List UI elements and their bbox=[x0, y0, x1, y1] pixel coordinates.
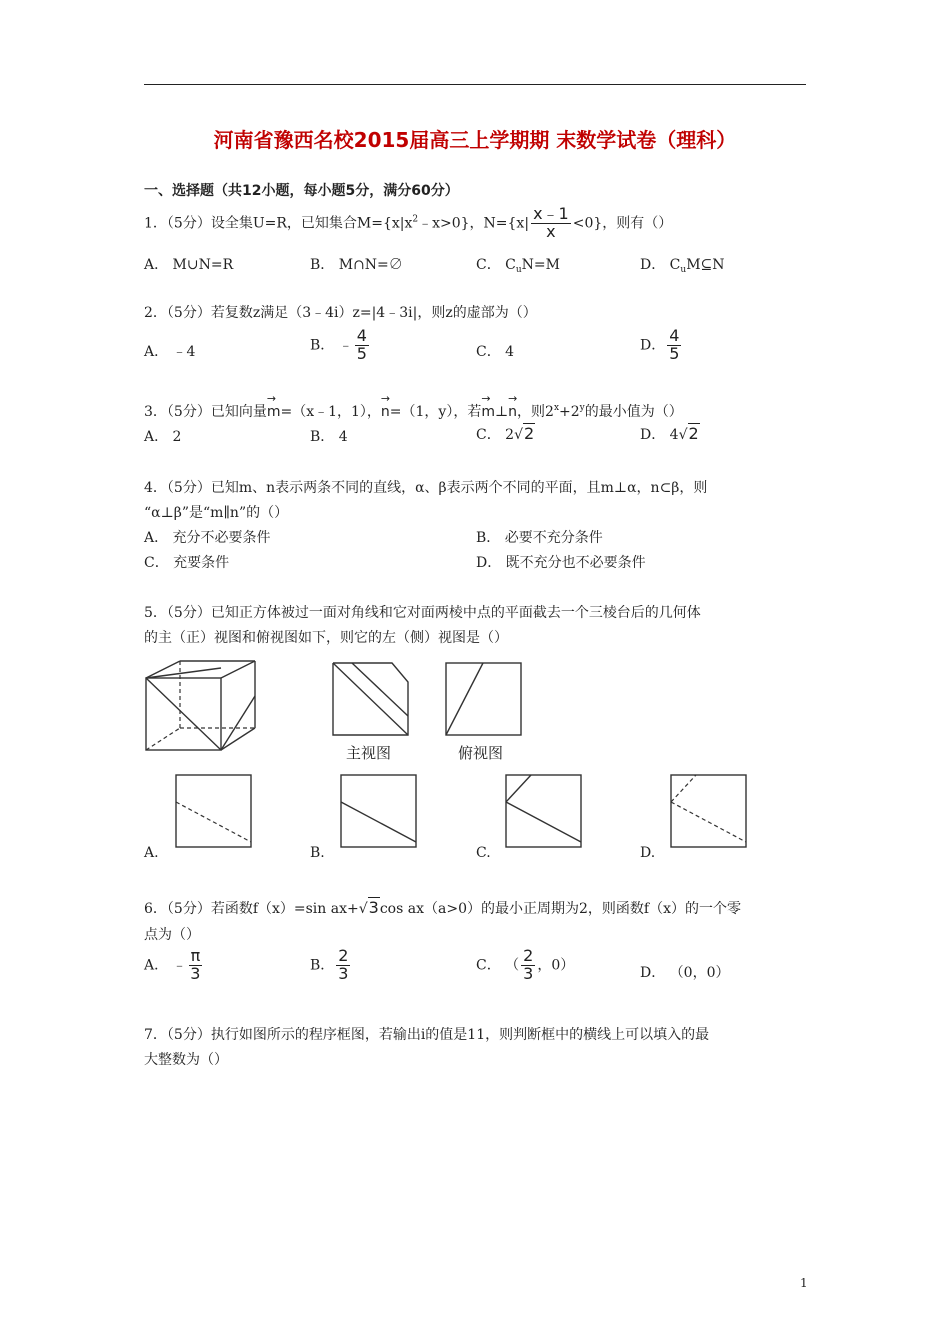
q2-b-pre: B． ﹣ bbox=[310, 337, 353, 354]
vector-m bbox=[481, 392, 495, 420]
question-1 bbox=[144, 206, 672, 241]
vector-arrow: → bbox=[380, 392, 391, 405]
q6-c-post: ，0） bbox=[537, 957, 575, 974]
q5-option-d: D. bbox=[640, 845, 656, 861]
q4-option-b: B． 必要不充分条件 bbox=[476, 530, 603, 546]
q3-option-b: B． 4 bbox=[310, 429, 348, 445]
q5-option-c: C. bbox=[476, 845, 491, 861]
q4-option-d: D． 既不充分也不必要条件 bbox=[476, 555, 646, 571]
header-rule bbox=[144, 84, 806, 85]
cube-figure bbox=[140, 656, 264, 754]
q2-option-c: C． 4 bbox=[476, 344, 515, 360]
q2-b-fraction bbox=[355, 328, 369, 363]
top-view-figure bbox=[443, 660, 525, 738]
q3-option-d bbox=[640, 424, 700, 444]
root-sign: √ bbox=[358, 901, 368, 917]
q3-text-mid1: =（x﹣1，1）， bbox=[280, 404, 381, 420]
q1-frac-den: x bbox=[546, 221, 556, 241]
question-4-line1: 4．（5分）已知m、n表示两条不同的直线，α、β表示两个不同的平面，且m⊥α，n⊂β，则 bbox=[144, 480, 708, 496]
option-a-figure bbox=[173, 772, 255, 850]
q6-c-den: 3 bbox=[523, 963, 534, 983]
section-heading: 一、选择题（共12小题，每小题5分，满分60分） bbox=[144, 183, 459, 199]
question-3 bbox=[144, 392, 683, 421]
q3-text-post: 的最小值为（） bbox=[584, 404, 683, 420]
question-4-line2: “α⊥β”是“m∥n”的（） bbox=[144, 505, 289, 521]
q6-a-num: π bbox=[190, 946, 201, 965]
root-sign: √ bbox=[514, 427, 523, 443]
question-7-line2: 大整数为（） bbox=[144, 1052, 228, 1068]
q1-fraction bbox=[531, 206, 571, 241]
question-6-line2: 点为（） bbox=[144, 927, 200, 943]
q1-option-a: A． M∪N=R bbox=[144, 257, 234, 273]
q6-text-pre: 6．（5分）若函数f（x）=sin ax+ bbox=[144, 901, 359, 917]
q1-option-b: B． M∩N=∅ bbox=[310, 257, 403, 273]
q6-b-fraction bbox=[336, 948, 350, 983]
q1-frac-num: x﹣1 bbox=[533, 204, 569, 223]
q6-option-d: D． （0，0） bbox=[640, 965, 730, 981]
vector-n bbox=[380, 392, 391, 420]
q6-option-c bbox=[476, 948, 574, 983]
q4-option-c: C． 充要条件 bbox=[144, 555, 230, 571]
q1-d-post: M⊆N bbox=[686, 257, 725, 273]
q6-b-num: 2 bbox=[338, 946, 349, 965]
radicand: 2 bbox=[524, 424, 535, 443]
q3-text-pre: 3．（5分）已知向量 bbox=[144, 404, 267, 420]
option-c-figure bbox=[503, 772, 585, 850]
vector-label: m bbox=[266, 404, 281, 420]
q1-text-post: <0}，则有（） bbox=[572, 215, 673, 232]
question-5-line1: 5．（5分）已知正方体被过一面对角线和它对面两棱中点的平面截去一个三棱台后的几何体 bbox=[144, 605, 701, 621]
option-d-figure bbox=[668, 772, 750, 850]
sqrt-symbol bbox=[514, 424, 535, 443]
front-view-figure bbox=[330, 660, 412, 738]
q6-c-num: 2 bbox=[523, 946, 534, 965]
q1-sup: 2 bbox=[412, 214, 419, 225]
root-sign: √ bbox=[678, 427, 688, 443]
radicand: 2 bbox=[688, 424, 699, 443]
q6-c-pre: C． （ bbox=[476, 957, 520, 974]
q6-a-pre: A． ﹣ bbox=[144, 957, 187, 974]
sqrt-symbol bbox=[359, 898, 380, 917]
q6-a-den: 3 bbox=[190, 963, 201, 983]
q6-b-den: 3 bbox=[338, 963, 349, 983]
vector-m bbox=[266, 392, 281, 420]
q6-text-post: cos ax（a>0）的最小正周期为2，则函数f（x）的一个零 bbox=[379, 901, 741, 917]
q2-d-den: 5 bbox=[669, 343, 680, 363]
q6-option-b bbox=[310, 948, 352, 983]
q3-text-mid3: ，则2 bbox=[517, 404, 554, 420]
front-view-caption: 主视图 bbox=[346, 744, 392, 762]
q2-b-num: 4 bbox=[356, 326, 367, 345]
q3-c-pre: C． 2 bbox=[476, 427, 515, 443]
vector-label: m bbox=[481, 404, 495, 420]
q6-option-a bbox=[144, 948, 204, 983]
q3-text-mid2: =（1，y），若 bbox=[389, 404, 482, 420]
radicand: 3 bbox=[368, 898, 379, 917]
q2-b-den: 5 bbox=[356, 343, 367, 363]
q3-d-pre: D． 4 bbox=[640, 427, 679, 443]
q2-option-d bbox=[640, 328, 683, 363]
q1-c-pre: C． C bbox=[476, 257, 516, 273]
question-5-line2: 的主（正）视图和俯视图如下，则它的左（侧）视图是（） bbox=[144, 630, 508, 646]
q1-d-pre: D． C bbox=[640, 257, 681, 273]
q6-c-fraction bbox=[521, 948, 535, 983]
q1-option-d bbox=[640, 254, 725, 275]
q6-a-fraction bbox=[189, 948, 203, 983]
q2-option-b bbox=[310, 328, 371, 363]
q2-d-num: 4 bbox=[669, 326, 680, 345]
question-7-line1: 7．（5分）执行如图所示的程序框图，若输出i的值是11，则判断框中的横线上可以填入的最 bbox=[144, 1027, 710, 1043]
q5-option-b: B. bbox=[310, 845, 325, 861]
q1-text-pre: 1．（5分）设全集U=R，已知集合M={x|x bbox=[144, 215, 413, 232]
perp-symbol: ⊥ bbox=[494, 404, 509, 420]
q1-d-sub: u bbox=[680, 265, 687, 275]
option-b-figure bbox=[338, 772, 420, 850]
q1-c-post: N=M bbox=[521, 257, 560, 273]
q3-option-c bbox=[476, 424, 535, 444]
q5-option-a: A. bbox=[144, 845, 159, 861]
q3-sup-y: y bbox=[579, 403, 585, 413]
sqrt-symbol bbox=[679, 424, 700, 443]
q3-option-a: A． 2 bbox=[144, 429, 182, 445]
vector-arrow: → bbox=[266, 392, 277, 405]
top-view-caption: 俯视图 bbox=[458, 744, 504, 762]
vector-label: n bbox=[508, 404, 518, 420]
vector-n bbox=[508, 392, 518, 420]
q2-d-pre: D． bbox=[640, 337, 666, 354]
question-6-line1 bbox=[144, 898, 741, 918]
q6-b-pre: B． bbox=[310, 957, 335, 974]
q2-option-a: A． ﹣4 bbox=[144, 344, 196, 360]
question-2: 2．（5分）若复数z满足（3﹣4i）z=|4﹣3i|，则z的虚部为（） bbox=[144, 305, 537, 321]
page-title: 河南省豫西名校2015届高三上学期期 末数学试卷（理科） bbox=[213, 128, 737, 152]
q2-d-fraction bbox=[667, 328, 681, 363]
vector-arrow: → bbox=[481, 392, 491, 405]
q3-plus: +2 bbox=[559, 404, 580, 420]
q1-c-sub: u bbox=[515, 265, 522, 275]
vector-label: n bbox=[380, 404, 390, 420]
q1-text-mid: ﹣x>0}，N={x| bbox=[418, 215, 530, 232]
q4-option-a: A． 充分不必要条件 bbox=[144, 530, 271, 546]
vector-arrow: → bbox=[508, 392, 518, 405]
q3-sup-x: x bbox=[553, 403, 560, 413]
page-number: 1 bbox=[800, 1276, 808, 1290]
q1-option-c bbox=[476, 254, 560, 275]
